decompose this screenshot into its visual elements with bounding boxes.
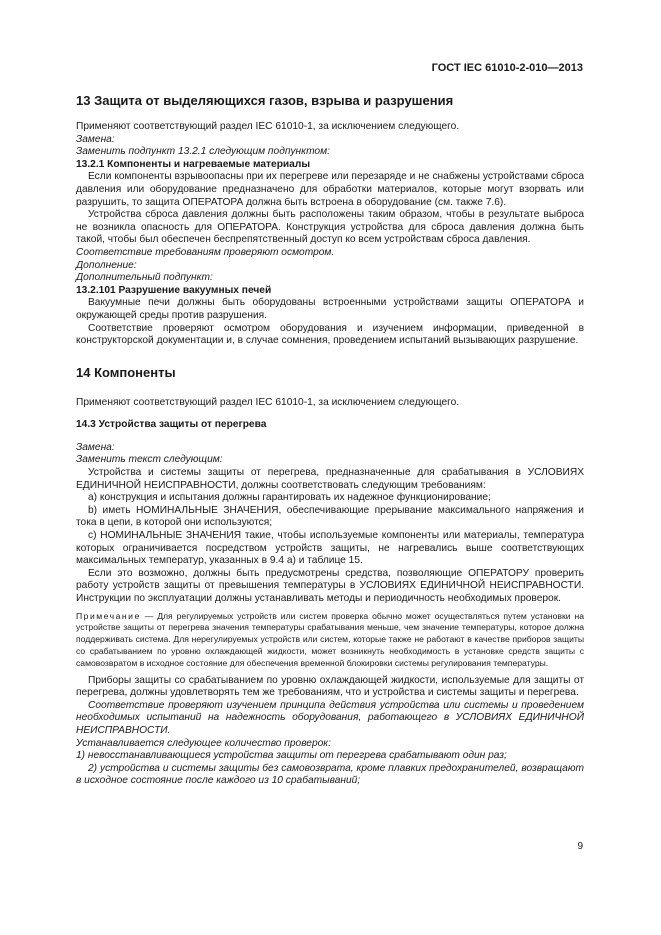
subsection-13-2-101-title: 13.2.101 Разрушение вакуумных печей [76, 284, 272, 296]
paragraph: Соответствие проверяют осмотром оборудования и изучением информации, приведенной в конструкторской документации и, в случае сомнения, проведением испытаний вызывающих разрушение. [76, 322, 584, 347]
paragraph: Применяют соответствующий раздел IEC 61010-1, за исключением следующего. [76, 396, 460, 408]
paragraph-compliance: Соответствие требованиям проверяют осмотром. [76, 246, 335, 258]
paragraph: Если компоненты взрывоопасны при их перегреве или перезаряде и не снабжены устройствами сброса давления или оборудование предназначено для обработки материалов, которые могут взорвать или разрушить, то защита ОПЕРАТОРА должна быть встроена в оборудование (см. также 7.6). [76, 171, 584, 208]
section-14-title: 14 Компоненты [76, 364, 176, 380]
paragraph: Устройства и системы защиты от перегрева, предназначенные для срабатывания в УСЛОВИЯХ ЕДИНИЧНОЙ НЕИСПРАВНОСТИ, должны соответствовать следующим требованиям: [76, 467, 584, 491]
list-item: a) конструкция и испытания должны гарантировать их надежное функционирование; [88, 492, 491, 504]
paragraph: Вакуумные печи должны быть оборудованы встроенными устройствами защиты ОПЕРАТОРА и окружающей среды против разрушения. [76, 297, 584, 321]
paragraph: Применяют соответствующий раздел IEC 61010-1, за исключением следующего. [76, 121, 460, 132]
paragraph-instruction: Заменить подпункт 13.2.1 следующим подпунктом: [76, 146, 330, 158]
paragraph-replacement: Замена: [76, 441, 115, 453]
paragraph: Устройства сброса давления должны быть расположены таким образом, чтобы в результате выброса не возникла опасность для ОПЕРАТОРА. Конструкция устройства для сброса давления должна быть такой, чтобы был обеспечен беспрепятственный доступ ко всем устройствам сброса давления. [76, 209, 584, 246]
list-item: 1) невосстанавливающиеся устройства защиты от перегрева срабатывают один раз; [76, 750, 507, 762]
paragraph-instruction: Дополнительный подпункт: [76, 272, 213, 284]
note-label: Примечание [76, 610, 141, 621]
list-item: 2) устройства и системы защиты без самовозврата, кроме плавких предохранителей, возвращают в исходное состояние после каждого из 10 срабатываний; [76, 762, 584, 787]
paragraph-replacement: Замена: [76, 133, 115, 145]
page-number: 9 [577, 841, 583, 852]
note [76, 611, 584, 670]
document-header: ГОСТ IEC 61010-2-010—2013 [431, 62, 583, 74]
paragraph-addition: Дополнение: [76, 259, 137, 271]
paragraph: Приборы защиты со срабатыванием по уровню охлаждающей жидкости, используемые для защиты от перегрева, должны удовлетворять тем же требованиям, что и устройства и системы защиты и перегрева. [76, 674, 584, 699]
section-13-title: 13 Защита от выделяющихся газов, взрыва и разрушения [76, 93, 454, 108]
document-body [76, 93, 584, 788]
paragraph: Устанавливается следующее количество проверок: [76, 737, 331, 749]
subsection-14-3-title: 14.3 Устройства защиты от перегрева [76, 419, 267, 431]
subsection-13-2-1-title: 13.2.1 Компоненты и нагреваемые материалы [76, 158, 311, 170]
list-item: c) НОМИНАЛЬНЫЕ ЗНАЧЕНИЯ такие, чтобы используемые компоненты или материалы, температура которых ограничивается посредством устройств защиты, не нагревались выше соответствующих максимальных температур, указанных в 9.4 a) и таблице 15. [76, 530, 584, 567]
list-item: b) иметь НОМИНАЛЬНЫЕ ЗНАЧЕНИЯ, обеспечивающие прерывание максимального напряжения и тока в цепи, в которой они используются; [76, 504, 584, 529]
paragraph-instruction: Заменить текст следующим: [76, 454, 223, 466]
paragraph: Если это возможно, должны быть предусмотрены средства, позволяющие ОПЕРАТОРУ проверить работу устройств защиты от превышения температуры в УСЛОВИЯХ ЕДИНИЧНОЙ НЕИСПРАВНОСТИ. Инструкции по эксплуатации должны устанавливать методы и периодичность необходимых проверок. [76, 567, 584, 604]
paragraph-compliance: Соответствие проверяют изучением принципа действия устройства или системы и проведением необходимых испытаний на надежность оборудования, работающего в УСЛОВИЯХ ЕДИНИЧНОЙ НЕИСПРАВНОСТИ. [76, 699, 584, 736]
note-text: — Для регулируемых устройств или систем проверка обычно может осуществляться путем установки на устройстве защиты от перегрева значения температуры срабатывания меньше, чем значение температуры, которое должна поддерживать система. Для нерегулируемых устройств или систем, которые также не работают в качестве приборов защиты со срабатыванием по уровню охлаждающей жидкости, может возникнуть необходимость в установке средств защиты с самовозвратом в исходное состояние для обеспечения временной блокировки системы регулирования температуры. [76, 610, 584, 668]
